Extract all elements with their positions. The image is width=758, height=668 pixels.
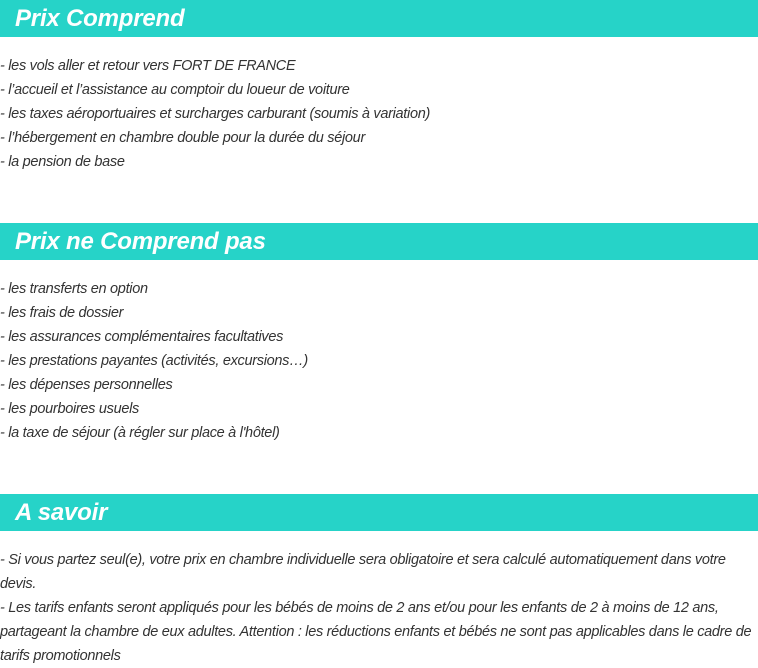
list-item: - les transferts en option	[0, 281, 148, 297]
list-item: - la pension de base	[0, 154, 125, 170]
section-prix-ne-comprend-pas	[0, 223, 758, 445]
section-title-prix-ne-comprend-pas: Prix ne Comprend pas	[0, 223, 758, 260]
section-prix-comprend	[0, 0, 758, 174]
list-item: - les prestations payantes (activités, excursions…)	[0, 353, 308, 369]
note-paragraph: - Si vous partez seul(e), votre prix en chambre individuelle sera obligatoire et sera calculé automatiquement dans votre devis.	[0, 552, 726, 592]
section-title-prix-comprend: Prix Comprend	[0, 0, 758, 37]
list-item: - la taxe de séjour (à régler sur place à l'hôtel)	[0, 425, 280, 441]
list-item: - les vols aller et retour vers FORT DE FRANCE	[0, 58, 296, 74]
list-item: - les pourboires usuels	[0, 401, 139, 417]
list-item: - les taxes aéroportuaires et surcharges carburant (soumis à variation)	[0, 106, 431, 122]
notes-block	[0, 548, 758, 668]
list-item: - l’hébergement en chambre double pour la durée du séjour	[0, 130, 365, 146]
included-list	[0, 54, 758, 174]
list-item: - l’accueil et l’assistance au comptoir du loueur de voiture	[0, 82, 350, 98]
excluded-list	[0, 277, 758, 445]
section-a-savoir	[0, 494, 758, 668]
list-item: - les dépenses personnelles	[0, 377, 173, 393]
list-item: - les assurances complémentaires facultatives	[0, 329, 284, 345]
note-paragraph: - Les tarifs enfants seront appliqués pour les bébés de moins de 2 ans et/ou pour les enfants de 2 à moins de 12 ans, partageant la chambre de eux adultes. Attention : les réductions enfants et bébés ne sont pas applicables dans le cadre de tarifs promotionnels	[0, 600, 752, 664]
list-item: - les frais de dossier	[0, 305, 124, 321]
section-title-a-savoir: A savoir	[0, 494, 758, 531]
